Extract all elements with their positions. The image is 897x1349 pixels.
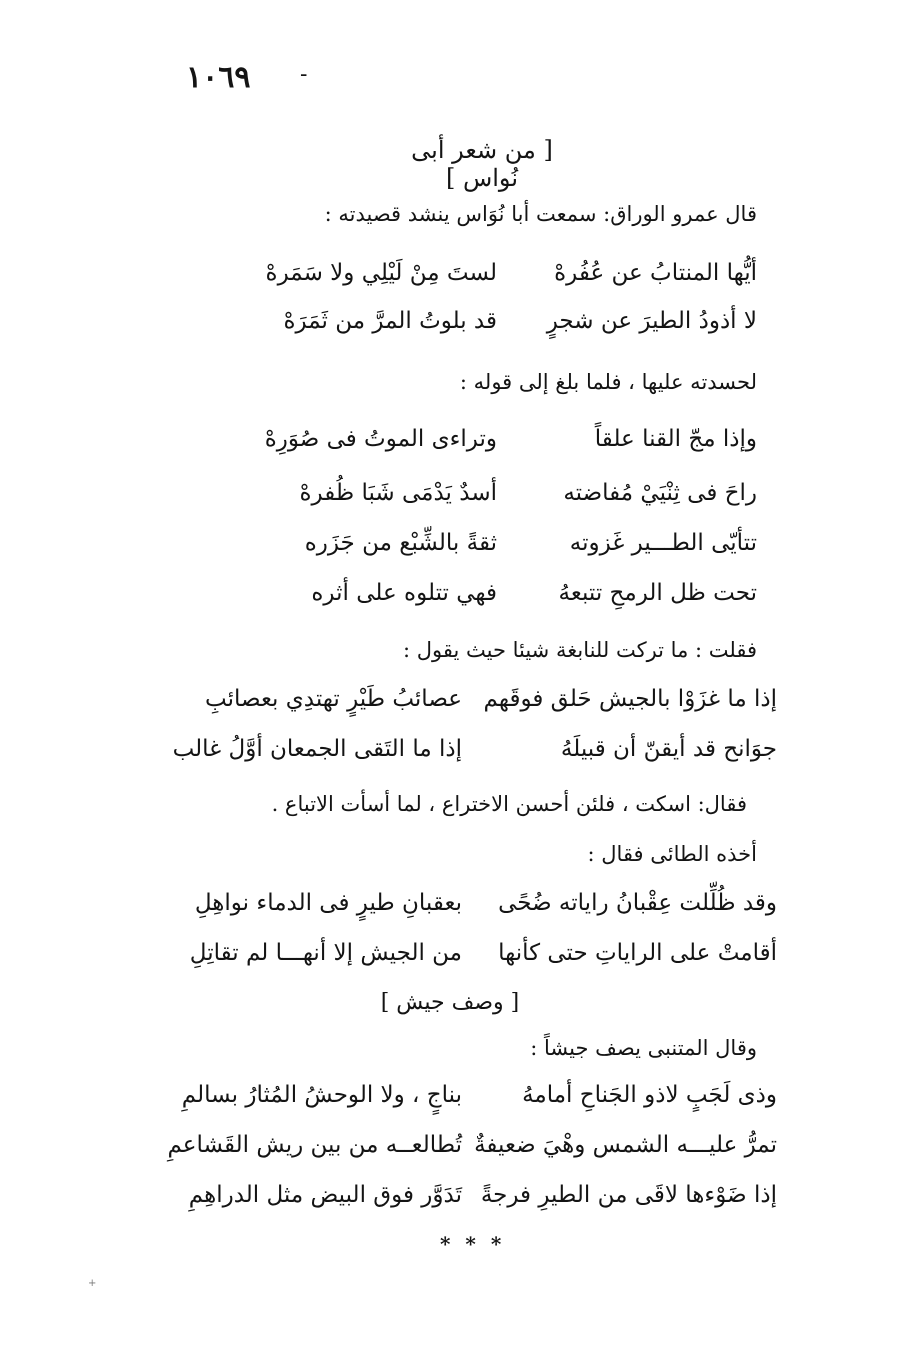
transition-line-1: لحسدته عليها ، فلما بلغ إلى قوله : bbox=[459, 370, 757, 394]
poem5-line3-hemistich-b: تَدَوَّر فوق البيض مثل الدراهِمِ bbox=[188, 1182, 462, 1208]
poem5-line1-hemistich-b: بناجٍ ، ولا الوحشُ المُثارُ بسالمِ bbox=[181, 1082, 462, 1108]
poem4-line2-hemistich-a: أقامتْ على الراياتِ حتى كأنها bbox=[498, 940, 777, 966]
poem5-line3-hemistich-a: إذا ضَوْءها لاقَى من الطيرِ فرجةً bbox=[480, 1182, 777, 1208]
poem1-line1-hemistich-b: لستَ مِنْ لَيْلِي ولا سَمَرهْ bbox=[265, 260, 497, 286]
subheading: [ وصف جيش ] bbox=[380, 990, 520, 1015]
intro-line: قال عمرو الوراق: سمعت أبا نُوَاس ينشد قصيدته : bbox=[324, 202, 757, 226]
page-number-dash: - bbox=[300, 62, 308, 87]
poem3-line1-hemistich-b: عصائبُ طَيْرٍ تهتدِي بعصائبِ bbox=[205, 686, 462, 712]
poem1-line2-hemistich-b: قد بلوتُ المرَّ من ثَمَرَهْ bbox=[283, 308, 497, 334]
poem2-line1-hemistich-a: وإذا مجّ القنا علقاً bbox=[594, 426, 757, 452]
transition-line-2: فقلت : ما تركت للنابغة شيئا حيث يقول : bbox=[403, 638, 757, 662]
reply-line: فقال: اسكت ، فلئن أحسن الاختراع ، لما أسأت الاتباع . bbox=[271, 792, 747, 816]
poem3-line1-hemistich-a: إذا ما غزَوْا بالجيش حَلق فوقَهم bbox=[483, 686, 777, 712]
poem2-line4-hemistich-a: تحت ظل الرمحِ تتبعهُ bbox=[558, 580, 757, 606]
poem5-line1-hemistich-a: وذى لَجَبٍ لاذو الجَناحِ أمامهُ bbox=[522, 1082, 777, 1108]
section-heading: [ من شعر أبى نُواس ] bbox=[411, 136, 553, 192]
poem2-line2-hemistich-a: راحَ فى ثِنْيَيْ مُفاضته bbox=[563, 480, 757, 506]
poem3-line2-hemistich-b: إذا ما التَقى الجمعان أوَّلُ غالب bbox=[172, 736, 462, 762]
poem5-line2-hemistich-a: تمرُّ عليـــه الشمس وهْيَ ضعيفةٌ bbox=[474, 1132, 777, 1158]
poem1-line2-hemistich-a: لا أذودُ الطيرَ عن شجرٍ bbox=[546, 308, 757, 334]
poem5-line2-hemistich-b: تُطالعــه من بين ريش القَشاعمِ bbox=[167, 1132, 462, 1158]
poem2-line2-hemistich-b: أسدٌ يَدْمَى شَبَا ظُفرهْ bbox=[299, 480, 497, 506]
poem1-line1-hemistich-a: أيُّها المنتابُ عن عُفُرهْ bbox=[554, 260, 757, 286]
poem2-line4-hemistich-b: فهي تتلوه على أثره bbox=[311, 580, 497, 606]
poem4-line1-hemistich-a: وقد ظُلِّلت عِقْبانُ راياته ضُحًى bbox=[498, 890, 777, 916]
page-number: ١٠٦٩ bbox=[186, 60, 251, 95]
poem2-line3-hemistich-a: تتأيّى الطـــير غَزوته bbox=[569, 530, 757, 556]
poem4-line2-hemistich-b: من الجيش إلا أنهـــا لم تقاتِلِ bbox=[189, 940, 462, 966]
poem2-line1-hemistich-b: وتراءى الموتُ فى صُوَرِهْ bbox=[264, 426, 497, 452]
transition-line-4: وقال المتنبى يصف جيشاً : bbox=[530, 1036, 757, 1060]
transition-line-3: أخذه الطائى فقال : bbox=[587, 842, 757, 866]
poem2-line3-hemistich-b: ثقةً بالشِّبْع من جَزَره bbox=[304, 530, 497, 556]
end-ornament: * * * bbox=[440, 1232, 506, 1256]
scan-speck: + bbox=[88, 1278, 97, 1289]
poem3-line2-hemistich-a: جوَانح قد أيقنّ أن قبيلَهُ bbox=[560, 736, 777, 762]
poem4-line1-hemistich-b: بعقبانِ طيرٍ فى الدماء نواهِلِ bbox=[194, 890, 462, 916]
